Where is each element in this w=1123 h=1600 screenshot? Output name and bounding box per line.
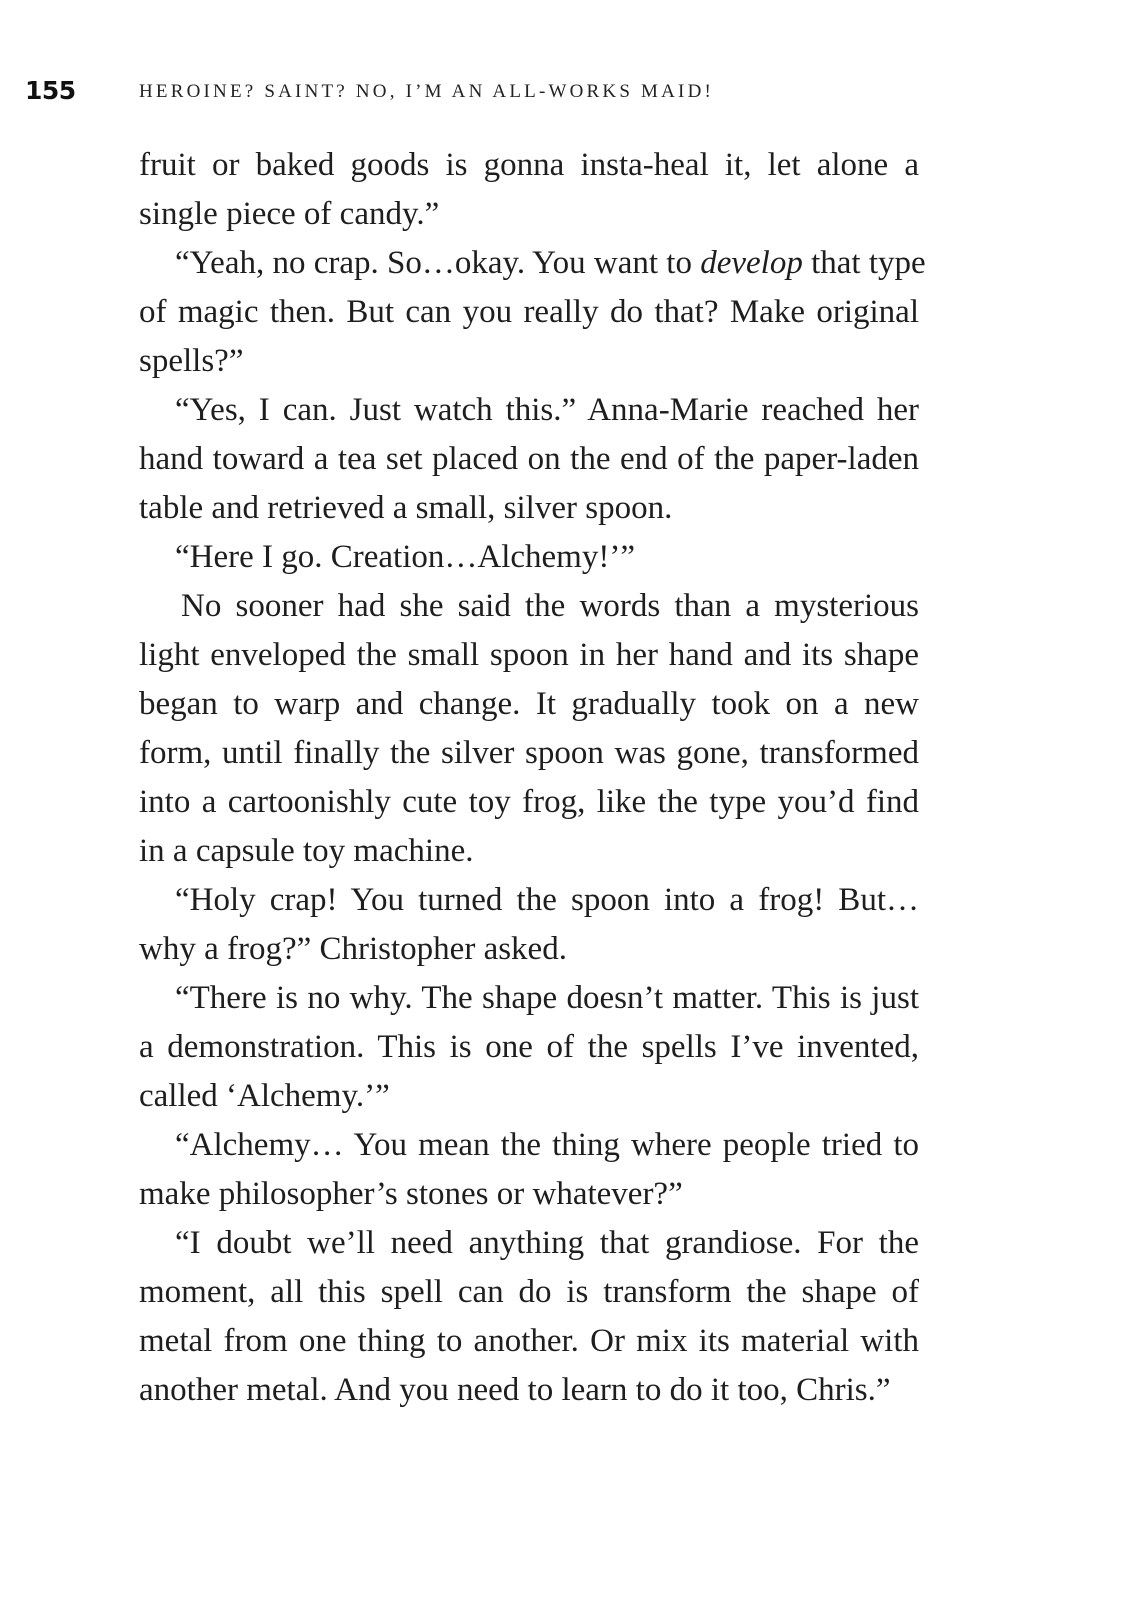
text-line: table and retrieved a small, silver spoon. [139,490,673,526]
text-line: form, until finally the silver spoon was gone, transformed [139,735,919,771]
body-text [139,141,926,1415]
text-line: why a frog?” Christopher asked. [139,931,567,967]
text-line: moment, all this spell can do is transform the shape of [139,1274,919,1310]
text-line: hand toward a tea set placed on the end of the paper-laden [139,441,919,477]
text-line: a demonstration. This is one of the spells I’ve invented, [139,1029,919,1065]
text-line: of magic then. But can you really do that? Make original [139,294,919,330]
text-line: metal from one thing to another. Or mix its material with [139,1323,919,1359]
text-line: No sooner had she said the words than a mysterious [181,588,919,624]
text-line: light enveloped the small spoon in her hand and its shape [139,637,919,673]
text-line: “Yes, I can. Just watch this.” Anna-Marie reached her [175,392,919,428]
text-line: fruit or baked goods is gonna insta-heal it, let alone a [139,147,919,183]
emphasis: develop [700,245,803,281]
text-line: “There is no why. The shape doesn’t matter. This is just [175,980,919,1016]
text-line: single piece of candy.” [139,196,440,232]
text-line: “I doubt we’ll need anything that grandiose. For the [175,1225,919,1261]
text-line: make philosopher’s stones or whatever?” [139,1176,683,1212]
running-title: HEROINE? SAINT? NO, I’M AN ALL-WORKS MAID! [139,81,715,102]
text-line: began to warp and change. It gradually took on a new [139,686,919,722]
text-line: another metal. And you need to learn to do it too, Chris.” [139,1372,891,1408]
page-number: 155 [25,76,76,105]
text-line: “Yeah, no crap. So…okay. You want to develop that type [175,245,926,281]
text-line: spells?” [139,343,244,379]
text-line: “Here I go. Creation…Alchemy!’” [175,539,635,575]
text-line: in a capsule toy machine. [139,833,474,869]
text-line: called ‘Alchemy.’” [139,1078,390,1114]
text-line: “Alchemy… You mean the thing where people tried to [175,1127,919,1163]
text-line: “Holy crap! You turned the spoon into a frog! But… [175,882,919,918]
text-line: into a cartoonishly cute toy frog, like the type you’d find [139,784,919,820]
page-header [0,76,1123,112]
